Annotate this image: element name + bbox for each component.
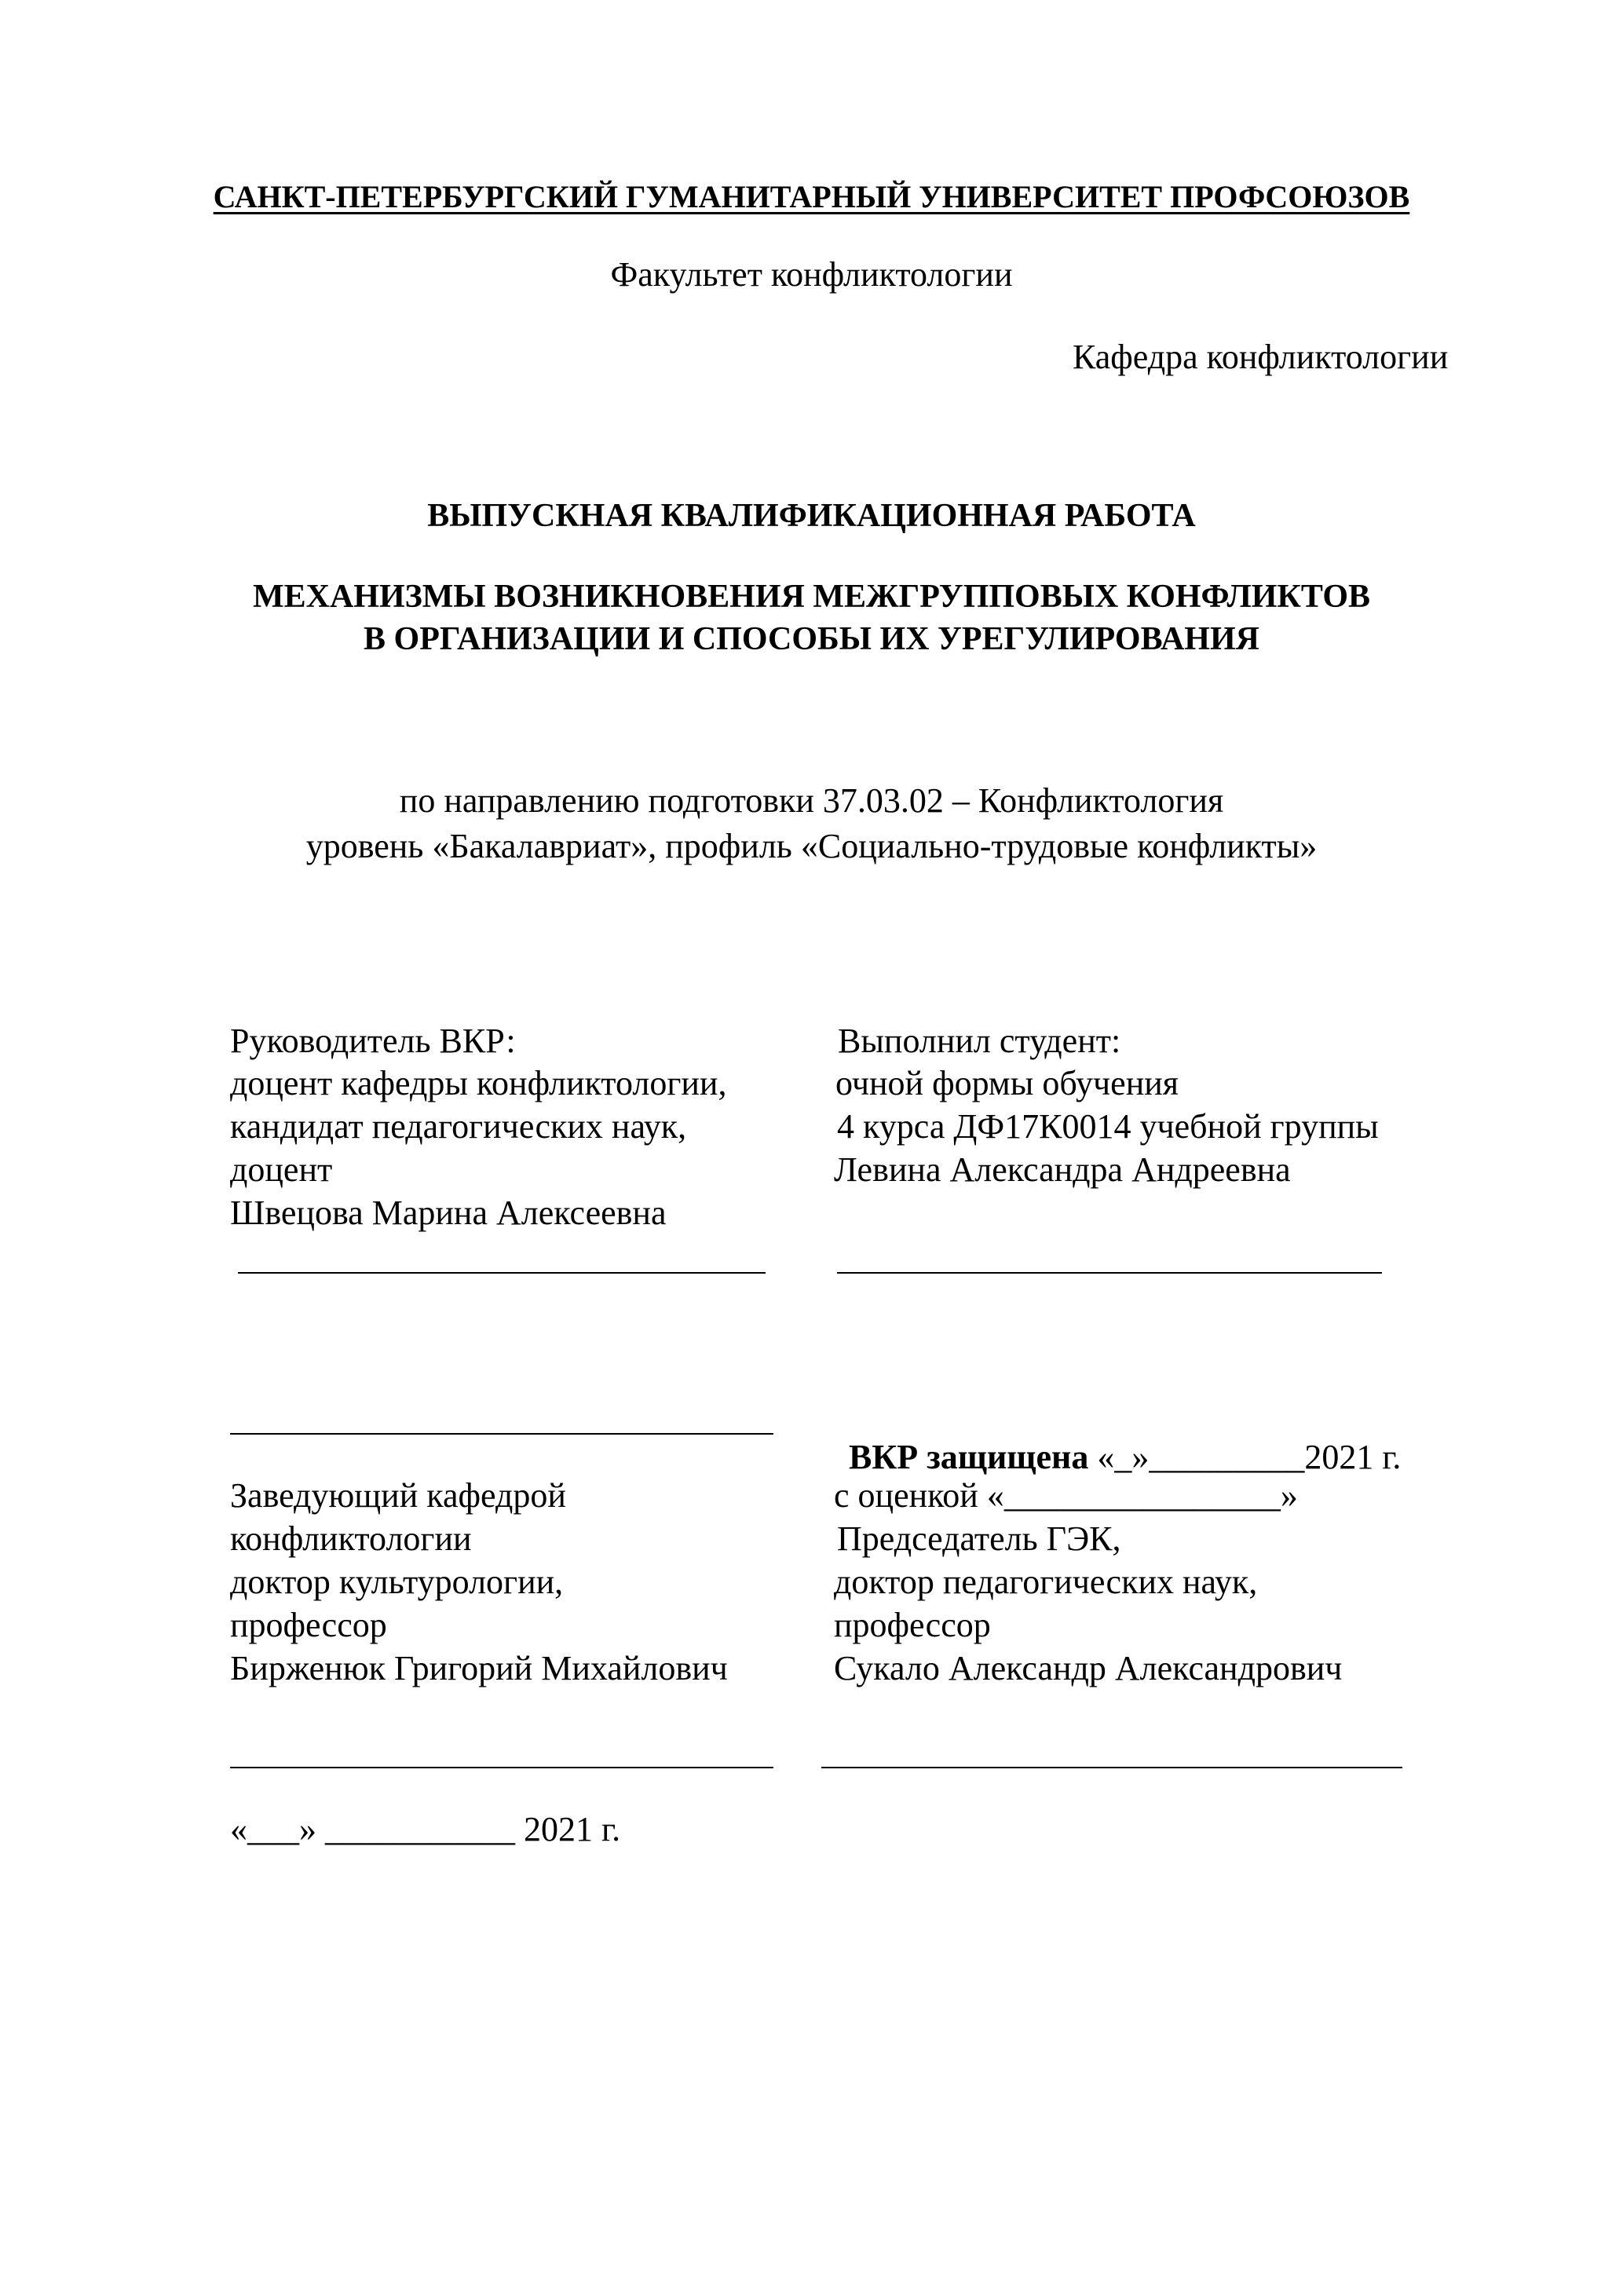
head-title: профессор — [230, 1606, 387, 1644]
left-signature-line — [230, 1433, 773, 1435]
student-name: Левина Александра Андреевна — [834, 1150, 1291, 1189]
supervisor-position: доцент кафедры конфликтологии, — [230, 1064, 727, 1102]
head-position: Заведующий кафедрой — [230, 1476, 566, 1515]
student-signature-line — [837, 1272, 1382, 1274]
head-degree: доктор культурологии, — [230, 1563, 564, 1601]
supervisor-title: доцент — [230, 1150, 333, 1189]
chair-degree: доктор педагогических наук, — [834, 1563, 1258, 1601]
program-profile: уровень «Бакалавриат», профиль «Социально-трудовые конфликты» — [305, 827, 1318, 865]
faculty-name: Факультет конфликтологии — [610, 255, 1013, 294]
defense-date: «_»_________2021 г. — [1088, 1438, 1402, 1476]
head-signature-line — [230, 1767, 773, 1768]
student-heading: Выполнил студент: — [838, 1022, 1121, 1060]
supervisor-signature-line — [238, 1272, 766, 1274]
supervisor-name: Швецова Марина Алексеевна — [230, 1194, 667, 1232]
chair-name: Сукало Александр Александрович — [834, 1649, 1343, 1687]
topic-line-2: В ОРГАНИЗАЦИИ И СПОСОБЫ ИХ УРЕГУЛИРОВАНИЯ — [364, 621, 1259, 657]
head-department: конфликтологии — [230, 1519, 472, 1558]
work-type: ВЫПУСКНАЯ КВАЛИФИКАЦИОННАЯ РАБОТА — [427, 498, 1196, 534]
student-study-form: очной формы обучения — [835, 1064, 1179, 1102]
chair-position: Председатель ГЭК, — [837, 1519, 1121, 1558]
topic-line-1: МЕХАНИЗМЫ ВОЗНИКНОВЕНИЯ МЕЖГРУППОВЫХ КОНФЛИКТОВ — [252, 579, 1371, 615]
head-name: Бирженюк Григорий Михайлович — [230, 1649, 728, 1687]
program-direction: по направлению подготовки 37.03.02 – Конфликтология — [399, 781, 1224, 820]
defense-status — [832, 1394, 1401, 1479]
approval-date: «___» ___________ 2021 г. — [230, 1810, 621, 1848]
student-group: 4 курса ДФ17К0014 учебной группы — [837, 1107, 1379, 1146]
chair-title: профессор — [834, 1606, 991, 1644]
defense-label: ВКР защищена — [849, 1438, 1089, 1476]
university-name: САНКТ-ПЕТЕРБУРГСКИЙ ГУМАНИТАРНЫЙ УНИВЕРСИТЕТ ПРОФСОЮЗОВ — [213, 179, 1410, 214]
chair-signature-line — [821, 1767, 1402, 1768]
supervisor-heading: Руководитель ВКР: — [230, 1022, 516, 1060]
department-name: Кафедра конфликтологии — [1073, 338, 1449, 376]
supervisor-degree: кандидат педагогических наук, — [230, 1107, 687, 1146]
defense-grade: с оценкой «________________» — [834, 1476, 1298, 1515]
